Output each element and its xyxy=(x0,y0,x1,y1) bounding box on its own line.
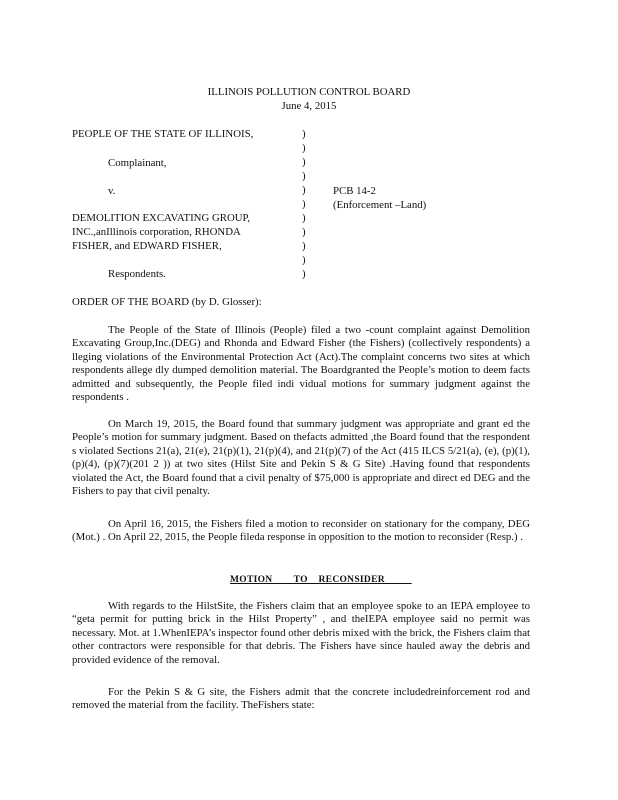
caption-paren: ) xyxy=(302,240,306,252)
respondent-line-1: DEMOLITION EXCAVATING GROUP, xyxy=(72,212,251,224)
agency-name: ILLINOIS POLLUTION CONTROL BOARD xyxy=(207,86,411,98)
caption-paren: ) xyxy=(302,198,306,210)
respondent-line-2: INC.,anIllinois corporation, RHONDA xyxy=(72,226,241,238)
paragraph-motion-filed: On April 16, 2015, the Fishers filed a motion to reconsider on stationary for the company, DEG (Mot.) . On April 22, 2015, the People fileda response in opposition to the motion to reconsider (Resp.) . xyxy=(72,518,530,544)
case-type: (Enforcement –Land) xyxy=(333,199,427,211)
paragraph-hilst-site: With regards to the HilstSite, the Fishers claim that an employee spoke to an IEPA employee to “geta permit for putting brick in the Hilst Property” , and theIEPA employee said no permit was necessary. Mot. at 1.WhenIEPA’s inspector found other debris mixed with the brick, the Fishers claim that other contractors were responsible for that debris. The Fishers have since hauled away the debris and provided evidence of the removal. xyxy=(72,600,530,666)
section-heading: MOTION TO RECONSIDER xyxy=(230,575,412,585)
caption-paren: ) xyxy=(302,170,306,182)
caption-paren: ) xyxy=(302,142,306,154)
petitioner-name: PEOPLE OF THE STATE OF ILLINOIS, xyxy=(72,128,254,140)
paragraph-summary-judgment: On March 19, 2015, the Board found that summary judgment was appropriate and grant ed the People’s motion for summary judgment. Based on thefacts admitted ,the Board found that the respondent s violated Sections 21(a), 21(e), 21(p)(1), 21(p)(4), and 21(p)(7) of the Act (415 ILCS 5/21(a), (e), (p)(1), (p)(4), (p)(7)(201 2 )) at two sites (Hilst Site and Pekin S & G Site) .Having found that respondents violated the Act, the Board found that a civil penalty of $75,000 is appropriate and direct ed DEG and the Fishers to pay that civil penalty. xyxy=(72,418,530,498)
caption-paren: ) xyxy=(302,226,306,238)
caption-paren: ) xyxy=(302,128,306,140)
caption-paren: ) xyxy=(302,212,306,224)
paragraph-pekin-site: For the Pekin S & G site, the Fishers admit that the concrete includedreinforcement rod and removed the material from the facility. TheFishers state: xyxy=(72,686,530,712)
respondents-label: Respondents. xyxy=(108,268,166,280)
order-date: June 4, 2015 xyxy=(281,100,337,112)
complainant-label: Complainant, xyxy=(108,157,167,169)
caption-paren: ) xyxy=(302,156,306,168)
order-title: ORDER OF THE BOARD (by D. Glosser): xyxy=(72,296,262,308)
caption-paren: ) xyxy=(302,254,306,266)
caption-paren: ) xyxy=(302,268,306,280)
paragraph-background: The People of the State of Illinois (People) filed a two -count complaint against Demolition Excavating Group,Inc.(DEG) and Rhonda and Edward Fisher (the Fishers) (collectively respondents) a lleging violations of the Environmental Protection Act (Act).The complaint concerns two sites at which respondents allege dly dumped demolition material. The Boardgranted the People’s motion to deem facts admitted and subsequently, the People filed indi vidual motions for summary judgment against the respondents . xyxy=(72,324,530,404)
caption-paren: ) xyxy=(302,184,306,196)
versus-label: v. xyxy=(108,185,116,197)
respondent-line-3: FISHER, and EDWARD FISHER, xyxy=(72,240,222,252)
case-number: PCB 14-2 xyxy=(333,185,376,197)
